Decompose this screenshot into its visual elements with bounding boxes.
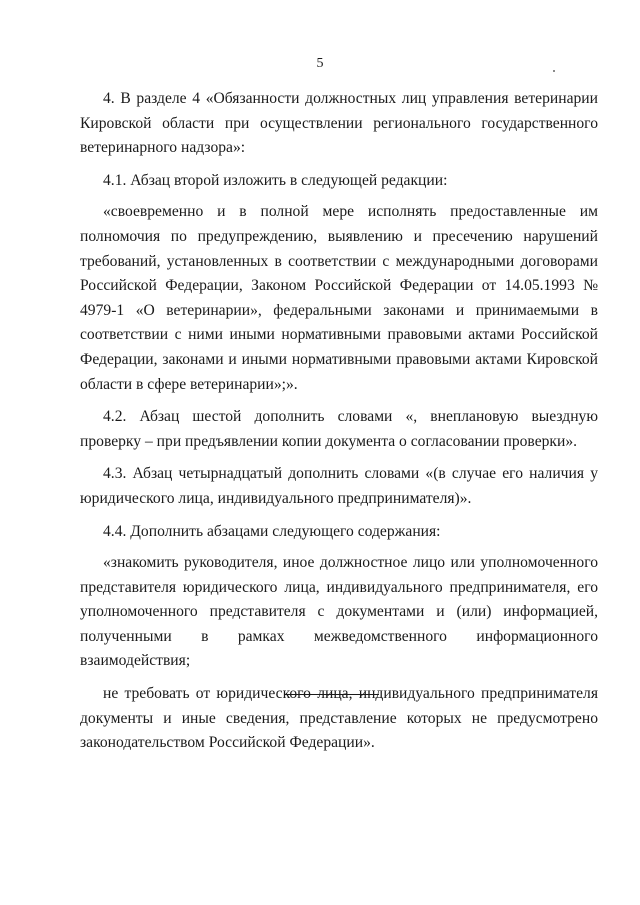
scan-speck — [553, 70, 555, 72]
paragraph-4-4: 4.4. Дополнить абзацами следующего содержания: — [103, 522, 441, 540]
paragraph-4-1-text: «своевременно и в полной мере исполнять предоставленные им полномочия по предупреждению, выявлению и пресечению нарушений требований, установленных в соответствии с международными договорами Российской Федерации, Законом Российской Федерации от 14.05.1993 № 4979-1 «О ветеринарии», федеральными законами и принимаемыми в соответствии с ними иными нормативными правовыми актами Российской Федерации, законами и иными нормативными правовыми актами Кировской области в сфере ветеринарии»;». — [80, 203, 598, 393]
page-number: 5 — [316, 56, 324, 71]
paragraph-4-4-item-1: «знакомить руководителя, иное должностное лицо или уполномоченного представителя юридического лица, индивидуального предпринимателя, его уполномоченного представителя с документами и (или) информацией, полученными в рамках межведомственного информационного взаимодействия; — [80, 554, 598, 670]
paragraph-section-4-intro: 4. В разделе 4 «Обязанности должностных лиц управления ветеринарии Кировской области при осуществлении регионального государственного ветеринарного надзора»: — [80, 90, 598, 157]
paragraph-4-3: 4.3. Абзац четырнадцатый дополнить словами «(в случае его наличия у юридического лица, индивидуального предпринимателя)». — [80, 465, 598, 507]
document-body — [80, 87, 598, 764]
paragraph-4-2: 4.2. Абзац шестой дополнить словами «, внеплановую выездную проверку – при предъявлении копии документа о согласовании проверки». — [80, 408, 598, 450]
paragraph-4-1: 4.1. Абзац второй изложить в следующей редакции: — [103, 171, 448, 189]
end-of-document-rule — [284, 694, 379, 695]
paragraph-4-4-item-2: не требовать от юридического лица, индивидуального предпринимателя документы и иные сведения, представление которых не предусмотрено законодательством Российской Федерации». — [80, 685, 598, 752]
